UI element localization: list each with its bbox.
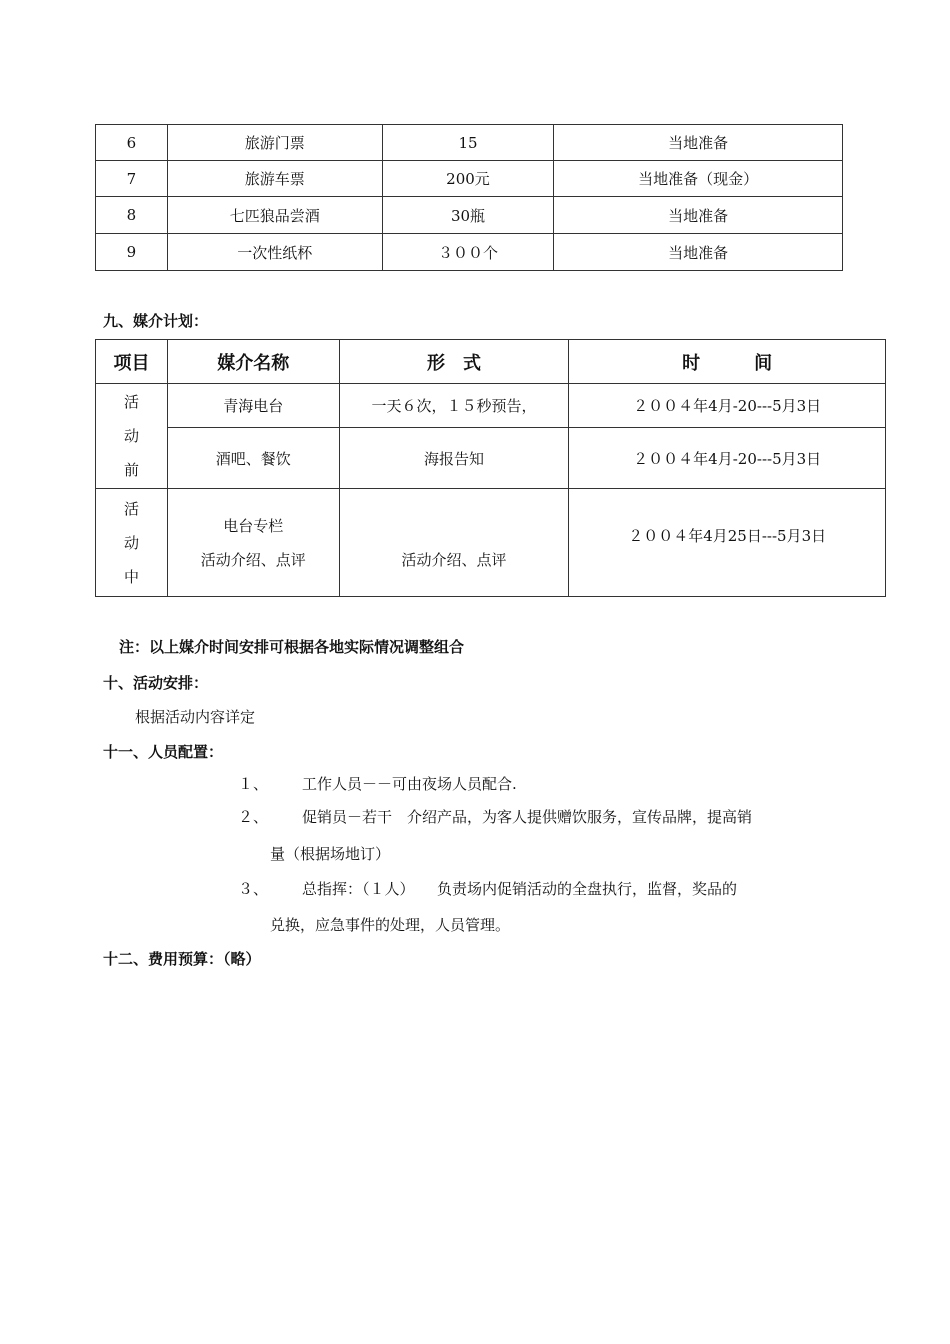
list-item <box>238 806 752 827</box>
list-text: 总指挥：（１人） 负责场内促销活动的全盘执行，监督，奖品的 <box>302 880 738 898</box>
list-number: ２、 <box>238 808 269 826</box>
media-name <box>167 489 339 597</box>
header-form: 形 式 <box>339 340 569 384</box>
media-name-line: 活动介绍、点评 <box>200 550 306 569</box>
media-form: 海报告知 <box>339 428 569 489</box>
item-source: 当地准备（现金） <box>554 161 843 197</box>
table-row <box>96 489 886 597</box>
table-row <box>96 384 886 428</box>
group-char: 前 <box>123 461 139 479</box>
list-item <box>238 773 517 794</box>
item-quantity: 30瓶 <box>382 197 554 234</box>
media-name: 酒吧、餐饮 <box>167 428 339 489</box>
media-plan-table <box>95 339 886 597</box>
list-number: １、 <box>238 775 269 793</box>
section-heading-media-plan: 九、媒介计划： <box>103 312 209 330</box>
media-time: ２００４年4月-20---5月3日 <box>569 428 886 489</box>
media-form: 一天６次，１５秒预告， <box>339 384 569 428</box>
media-time: ２００４年4月25日---5月3日 <box>569 489 886 597</box>
list-number: ３、 <box>238 880 269 898</box>
item-name: 七匹狼品尝酒 <box>167 197 382 234</box>
row-number: 7 <box>96 161 168 197</box>
table-row <box>96 161 843 197</box>
media-name-line: 电台专栏 <box>223 516 284 535</box>
table-row <box>96 125 843 161</box>
header-time: 时 间 <box>569 340 886 384</box>
media-time: ２００４年4月-20---5月3日 <box>569 384 886 428</box>
row-number: 8 <box>96 197 168 234</box>
item-source: 当地准备 <box>554 125 843 161</box>
section-heading-staffing: 十一、人员配置： <box>103 743 224 761</box>
list-continuation: 量（根据场地订） <box>270 845 391 863</box>
item-name: 旅游车票 <box>167 161 382 197</box>
section-heading-budget: 十二、费用预算：（略） <box>103 950 261 968</box>
list-continuation: 兑换，应急事件的处理，人员管理。 <box>270 916 511 934</box>
item-quantity: ３００个 <box>382 234 554 271</box>
media-name: 青海电台 <box>167 384 339 428</box>
group-char: 动 <box>123 427 139 445</box>
activity-text: 根据活动内容详定 <box>135 708 256 726</box>
group-char: 活 <box>123 393 139 411</box>
item-quantity: 200元 <box>382 161 554 197</box>
supply-table <box>95 124 843 271</box>
list-text: 工作人员－－可由夜场人员配合. <box>302 775 517 793</box>
section-heading-activity: 十、活动安排： <box>103 674 209 692</box>
group-label-during <box>96 489 168 597</box>
list-item <box>238 878 737 899</box>
group-label-before <box>96 384 168 489</box>
item-quantity: 15 <box>382 125 554 161</box>
item-source: 当地准备 <box>554 234 843 271</box>
table-header-row <box>96 340 886 384</box>
header-media-name: 媒介名称 <box>167 340 339 384</box>
group-char: 活 <box>123 499 139 518</box>
row-number: 6 <box>96 125 168 161</box>
item-source: 当地准备 <box>554 197 843 234</box>
media-form: 活动介绍、点评 <box>339 489 569 597</box>
group-char: 中 <box>123 567 139 586</box>
item-name: 一次性纸杯 <box>167 234 382 271</box>
list-text: 促销员－若干 介绍产品，为客人提供赠饮服务，宣传品牌，提高销 <box>302 808 753 826</box>
group-char: 动 <box>123 533 139 552</box>
row-number: 9 <box>96 234 168 271</box>
header-item: 项目 <box>96 340 168 384</box>
item-name: 旅游门票 <box>167 125 382 161</box>
table-row <box>96 428 886 489</box>
table-row <box>96 197 843 234</box>
media-note: 注：以上媒介时间安排可根据各地实际情况调整组合 <box>119 638 465 656</box>
table-row <box>96 234 843 271</box>
